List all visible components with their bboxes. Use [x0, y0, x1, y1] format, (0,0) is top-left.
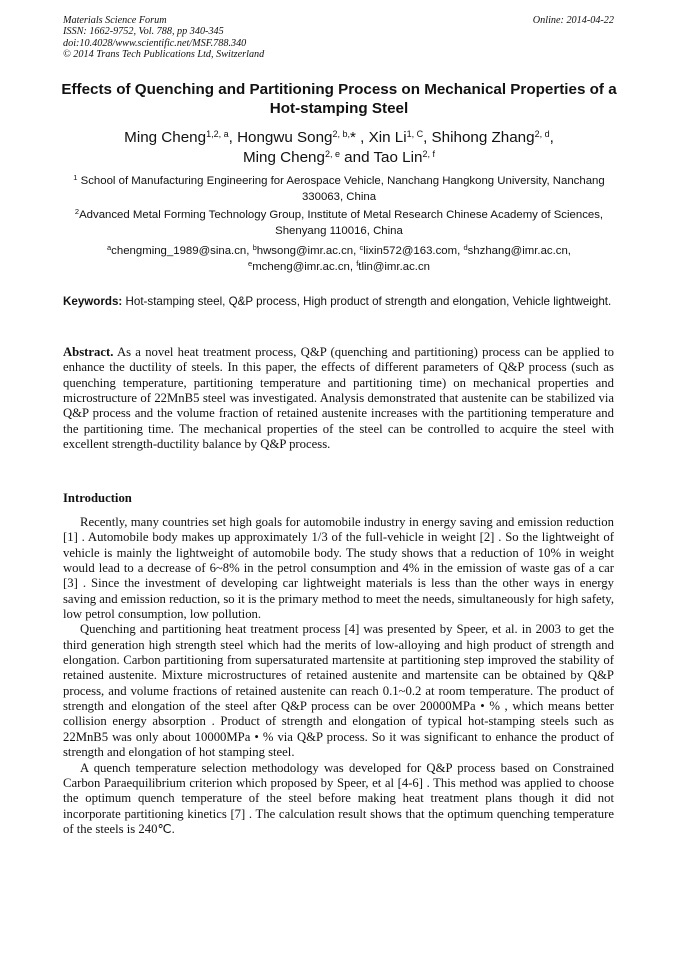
- author: Hongwu Song$^{2, b,}$* ,: [237, 129, 369, 146]
- section-heading: Introduction: [63, 491, 132, 505]
- author-list: [60, 128, 618, 168]
- affiliation-2: $^2$Advanced Metal Forming Technology Group, Institute of Metal Research Chinese Academy of Sciences, Shenyang 110016, China: [74, 206, 604, 237]
- author: Xin $Li^{1, C}$,: [368, 129, 432, 146]
- online-date: Online: 2014-04-22: [532, 15, 614, 26]
- email: $^f$tlin@imr.ac.cn: [356, 258, 430, 273]
- abstract-text: As a novel heat treatment process, Q&P (quenching and partitioning) process can be applied to enhance the ductility of steels. In this paper, the effects of different parameters of Q&P process (such as quenching temperature, partitioning temperature and partitioning time) on mechanical properties and microstructure of 22MnB5 steel was investigated. Analysis demonstrated that austenite can be stabilized via Q&P process and the volume fraction of retained austenite increases with the partitioning temperature and the partitioning time. The mechanical properties of the steel can be controlled to acquire the steel with excellent strength-ductility balance by Q&P process.: [63, 345, 614, 452]
- keywords: [63, 294, 614, 310]
- author: Ming Cheng$^{1,2, a}$,: [124, 129, 238, 146]
- email: $^c$lixin572@163.com,: [359, 242, 464, 257]
- author: Shihong Zhang$^{2, d}$,: [431, 129, 554, 146]
- email: $^d$shzhang@imr.ac.cn,: [463, 242, 571, 257]
- keywords-label: Keywords:: [63, 295, 123, 308]
- paragraph: Recently, many countries set high goals for automobile industry in energy saving and emission reduction [1] . Automobile body makes up approximately 1/3 of the full-vehicle in weight [2] . So the lightweight of vehicle is mainly the lightweight of automobile body. The study shows that a reduction of 10% in weight would lead to a decrease of 6~8% in the petrol consumption and 4% in the emission of waste gas of a car [3] . Since the investment of developing car lightweight materials is less than the other ways in energy saving and emission reduction, so it is the primary method to meet the needs, simultaneously for high safety, low petrol consumption, low pollution.: [63, 515, 614, 622]
- abstract: [63, 345, 614, 452]
- copyright-line: © 2014 Trans Tech Publications Ltd, Switzerland: [63, 49, 265, 61]
- doi-line: doi:10.4028/www.scientific.net/MSF.788.340: [63, 37, 247, 49]
- author: Ming Cheng$^{2, e}$ and: [243, 149, 374, 166]
- email: $^e$mcheng@imr.ac.cn,: [248, 258, 357, 273]
- paragraph: A quench temperature selection methodology was developed for Q&P process based on Constrained Carbon Paraequilibrium criterion which proposed by Speer, et al [4-6] . This method was applied to choose the optimum quench temperature of the steel before making heat treatment plans though it did not incorporate partitioning kinetics [7] . The calculation result shows that the optimum quenching temperature of the steels is 240℃.: [63, 760, 614, 836]
- introduction-body: [63, 515, 614, 837]
- affiliation-1: $^1$ School of Manufacturing Engineering for Aerospace Vehicle, Nanchang Hangkong University, Nanchang 330063, China: [73, 172, 605, 203]
- journal-header: [63, 15, 264, 61]
- keywords-text: Hot-stamping steel, Q&P process, High product of strength and elongation, Vehicle lightweight.: [122, 295, 612, 308]
- email: $^a$chengming_1989@sina.cn,: [107, 242, 253, 257]
- issn-line: ISSN: 1662-9752, Vol. 788, pp 340-345: [63, 26, 224, 38]
- email: $^b$hwsong@imr.ac.cn,: [252, 242, 360, 257]
- paragraph: Quenching and partitioning heat treatment process [4] was presented by Speer, et al. in 2003 to get the third generation high strength steel which had the merits of low-alloying and high product of strength and elongation. Carbon partitioning from supersaturated martensite at partitioning step improved the stability of retained austenite. Mixture microstructures of retained austenite and martensite can be obtained by Q&P process, and volume fractions of retained austenite can reach 0.1~0.2 at room temperature. The product of strength and elongation of the steel after Q&P process can be over 20000MPa • % , which means better collision energy absorption . Product of strength and elongation of typical hot-stamping steels such as 22MnB5 was only about 10000MPa • % via Q&P process. So it was significant to enhance the product of strength and elongation of hot stamping steel.: [63, 622, 614, 760]
- paper-title: Effects of Quenching and Partitioning Process on Mechanical Properties of a Hot-stamping Steel: [61, 81, 617, 117]
- journal-name: Materials Science Forum: [63, 15, 167, 26]
- email-list: [66, 244, 612, 275]
- abstract-label: Abstract.: [63, 345, 114, 359]
- author: Tao Lin$^{2, f}$: [373, 149, 435, 166]
